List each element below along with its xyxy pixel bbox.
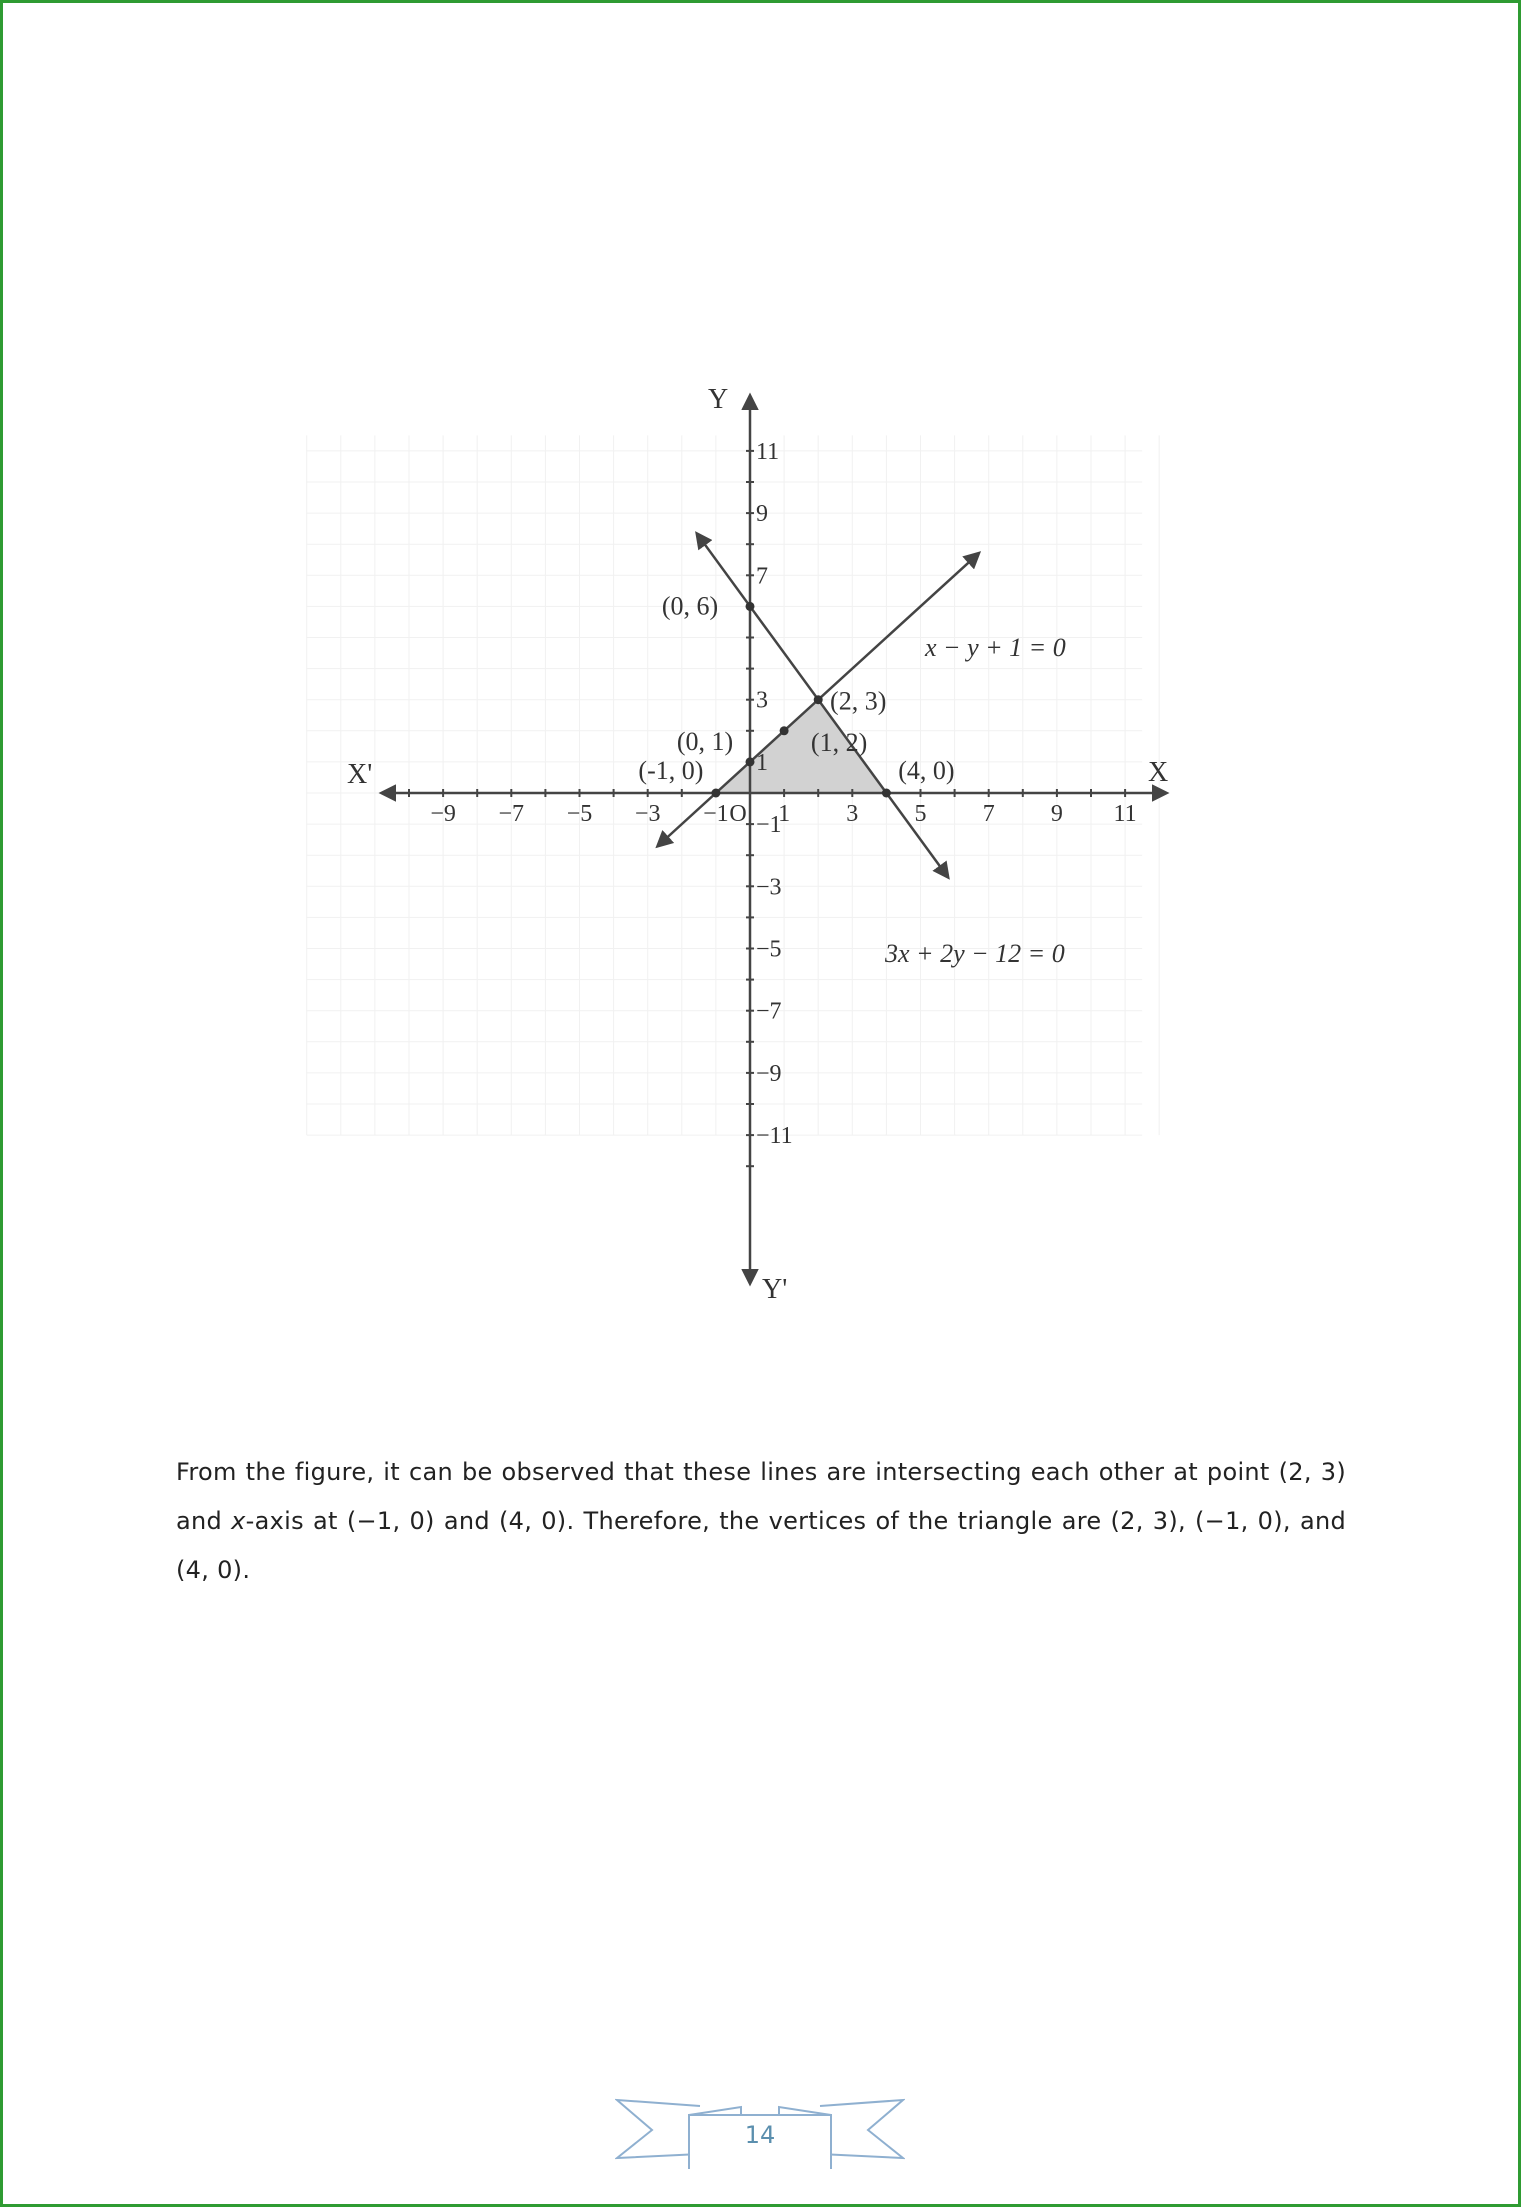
point-marker bbox=[746, 602, 755, 611]
y-axis-label: Y bbox=[708, 384, 729, 415]
x-tick-label: 11 bbox=[1113, 801, 1137, 827]
y-tick-label: 7 bbox=[756, 563, 768, 590]
point-marker bbox=[711, 789, 720, 798]
y-tick-label: 1 bbox=[756, 749, 768, 776]
point-marker bbox=[780, 726, 789, 735]
x-variable: x bbox=[231, 1507, 246, 1535]
y-tick-label: 9 bbox=[756, 501, 768, 528]
x-tick-label: −5 bbox=[566, 801, 593, 827]
y-tick-label: −7 bbox=[756, 998, 782, 1025]
paragraph-text-1: From the figure, it can be observed that these lines are intersecting each other at point (2, 3) and bbox=[176, 1458, 1346, 1535]
x-tick-label: 9 bbox=[1050, 801, 1063, 827]
y-tick-label: −5 bbox=[756, 936, 782, 963]
x-tick-label: 1 bbox=[778, 801, 791, 827]
point-label: (2, 3) bbox=[830, 686, 887, 716]
x-tick-label: −7 bbox=[498, 801, 525, 827]
origin-label: O bbox=[729, 801, 747, 827]
point-label: (0, 6) bbox=[661, 591, 719, 621]
page-number: 14 bbox=[744, 2121, 776, 2149]
y-tick-label: 11 bbox=[756, 438, 780, 465]
point-label: (-1, 0) bbox=[638, 756, 704, 785]
y-tick-label: 3 bbox=[756, 687, 768, 714]
point-marker bbox=[882, 789, 891, 798]
explanation-paragraph bbox=[176, 1448, 1346, 1595]
x-tick-label: −1 bbox=[703, 801, 729, 827]
y-tick-label: −1 bbox=[756, 812, 782, 839]
x-tick-label: −9 bbox=[430, 801, 456, 827]
point-marker bbox=[746, 757, 755, 766]
point-label: (1, 2) bbox=[810, 727, 868, 757]
x-axis-label: X bbox=[1148, 757, 1169, 788]
point-label: (4, 0) bbox=[898, 756, 955, 785]
paragraph-text-2: -axis at (−1, 0) and (4, 0). Therefore, the vertices of the triangle are (2, 3), (−1, 0), and (4, 0). bbox=[176, 1507, 1346, 1584]
x-tick-label: −3 bbox=[634, 801, 661, 827]
y-tick-label: −11 bbox=[756, 1123, 793, 1150]
x-axis-neg-label: X' bbox=[347, 759, 373, 790]
x-tick-label: 7 bbox=[982, 801, 995, 827]
y-tick-label: −3 bbox=[756, 874, 782, 901]
y-tick-label: −9 bbox=[756, 1060, 782, 1087]
x-tick-label: 3 bbox=[846, 801, 859, 827]
x-tick-label: 5 bbox=[914, 801, 927, 827]
page-number-banner bbox=[615, 2089, 905, 2169]
line-1-label: x − y + 1 = 0 bbox=[925, 633, 1066, 662]
y-axis-neg-label: Y' bbox=[762, 1274, 788, 1305]
point-marker bbox=[814, 695, 823, 704]
line-2-label: 3x + 2y − 12 = 0 bbox=[885, 939, 1065, 968]
point-label: (0, 1) bbox=[676, 726, 734, 756]
